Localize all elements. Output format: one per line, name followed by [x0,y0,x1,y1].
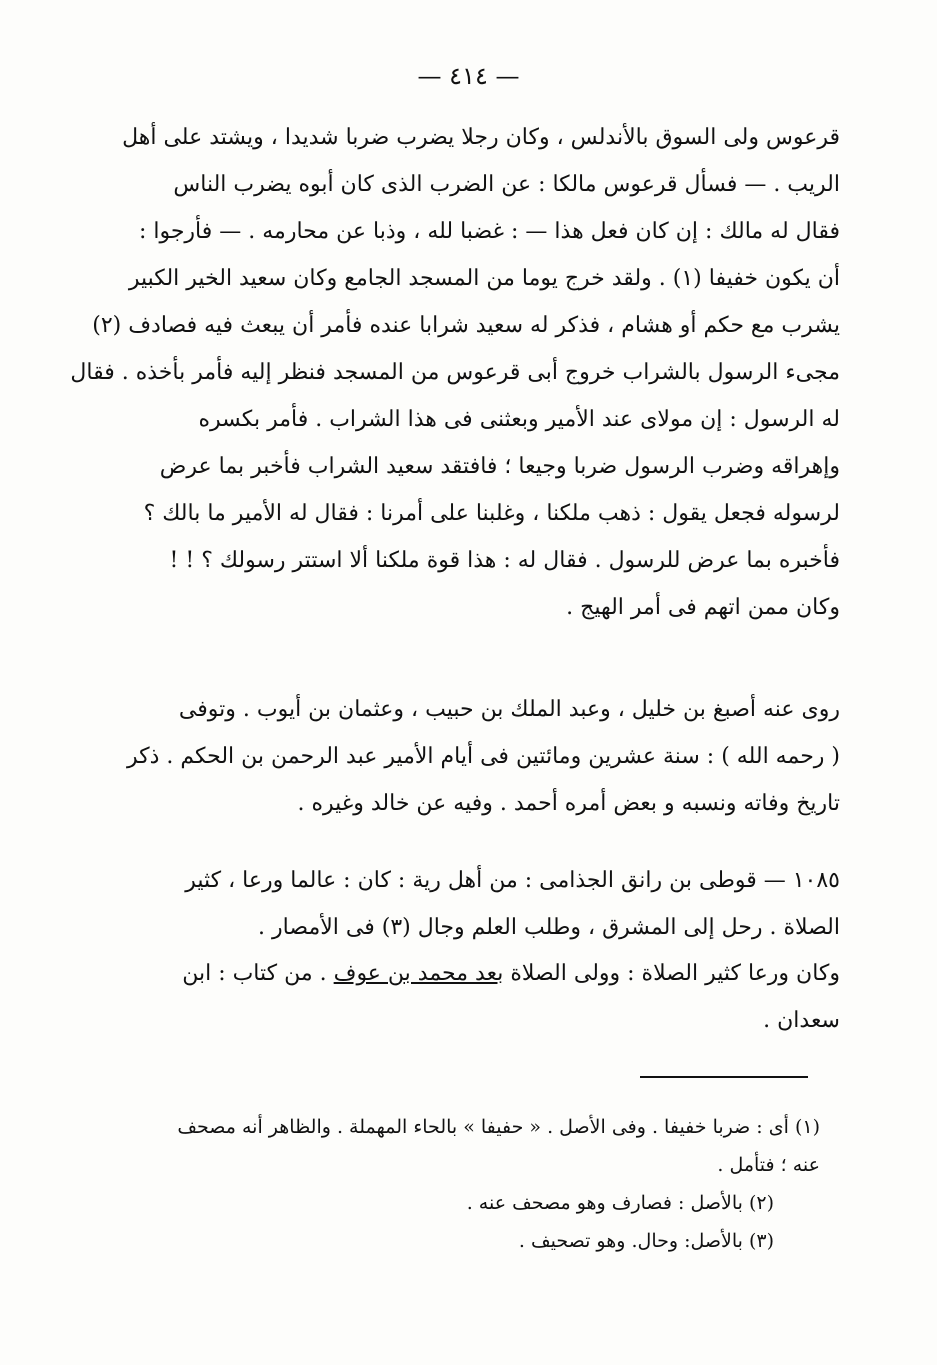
text-line: وكان ممن اتهم فى أمر الهيج . [566,595,840,620]
text-line: ١٠٨٥ — قوطى بن رانق الجذامى : من أهل رية : كان : عالما ورعا ، كثير [185,868,840,893]
text-line: الصلاة . رحل إلى المشرق ، وطلب العلم وجال (٣) فى الأمصار . [258,915,840,940]
page-number: — ٤١٤ — [417,62,520,90]
footnote-2: (٢) بالأصل : فصارف وهو مصحف عنه . [466,1192,774,1214]
footnotes [100,1108,820,1260]
text-line [100,950,840,997]
underlined-phrase: بعد محمد بن عوف [333,961,504,986]
footnote-1-continuation: عنه ؛ فتأمل . [717,1154,820,1176]
text-line: قرعوس ولى السوق بالأندلس ، وكان رجلا يضرب ضربا شديدا ، ويشتد على أهل [122,125,840,150]
text-line: أن يكون خفيفا (١) . ولقد خرج يوما من المسجد الجامع وكان سعيد الخير الكبير [128,266,840,291]
text-segment: . من كتاب : ابن [182,961,334,986]
paragraph-source [100,950,840,1044]
footnote-1: (١) أى : ضربا خفيفا . وفى الأصل . « حفيفا » بالحاء المهملة . والظاهر أنه مصحف [177,1116,820,1138]
text-line: سعدان . [763,1008,840,1033]
text-line: فأخبره بما عرض للرسول . فقال له : هذا قوة ملكنا ألا استتر رسولك ؟ ! ! [169,548,840,573]
text-line: وإهراقه وضرب الرسول ضربا وجيعا ؛ فافتقد سعيد الشراب فأخبر بما عرض [159,454,840,479]
text-line: مجىء الرسول بالشراب خروج أبى قرعوس من المسجد فنظر إليه فأمر بأخذه . فقال [70,360,840,385]
footnote-3: (٣) بالأصل: وحال. وهو تصحيف . [518,1230,774,1252]
text-line: تاريخ وفاته ونسبه و بعض أمره أحمد . وفيه عن خالد وغيره . [297,791,840,816]
text-line: فقال له مالك : إن كان فعل هذا — : غضبا لله ، وذبا عن محارمه . — فأرجوا : [138,219,840,244]
text-line: ( رحمه الله ) : سنة عشرين ومائتين فى أيام الأمير عبد الرحمن بن الحكم . ذكر [126,744,840,769]
text-segment: وكان ورعا كثير الصلاة : وولى الصلاة [503,961,840,986]
text-line: له الرسول : إن مولاى عند الأمير وبعثنى فى هذا الشراب . فأمر بكسره [198,407,840,432]
paragraph-narrators [100,686,840,827]
paragraph-qarous-biography [70,114,840,631]
text-line: يشرب مع حكم أو هشام ، فذكر له سعيد شرابا عنده فأمر أن يبعث فيه فصادف (٢) [92,313,840,338]
text-line: الريب . — فسأل قرعوس مالكا : عن الضرب الذى كان أبوه يضرب الناس [173,172,840,197]
entry-1085 [100,857,840,951]
text-line: لرسوله فجعل يقول : ذهب ملكنا ، وغلبنا على أمرنا : فقال له الأمير ما بالك ؟ [143,501,840,526]
footnote-divider [640,1076,808,1078]
text-line: روى عنه أصبغ بن خليل ، وعبد الملك بن حبيب ، وعثمان بن أيوب . وتوفى [178,697,840,722]
